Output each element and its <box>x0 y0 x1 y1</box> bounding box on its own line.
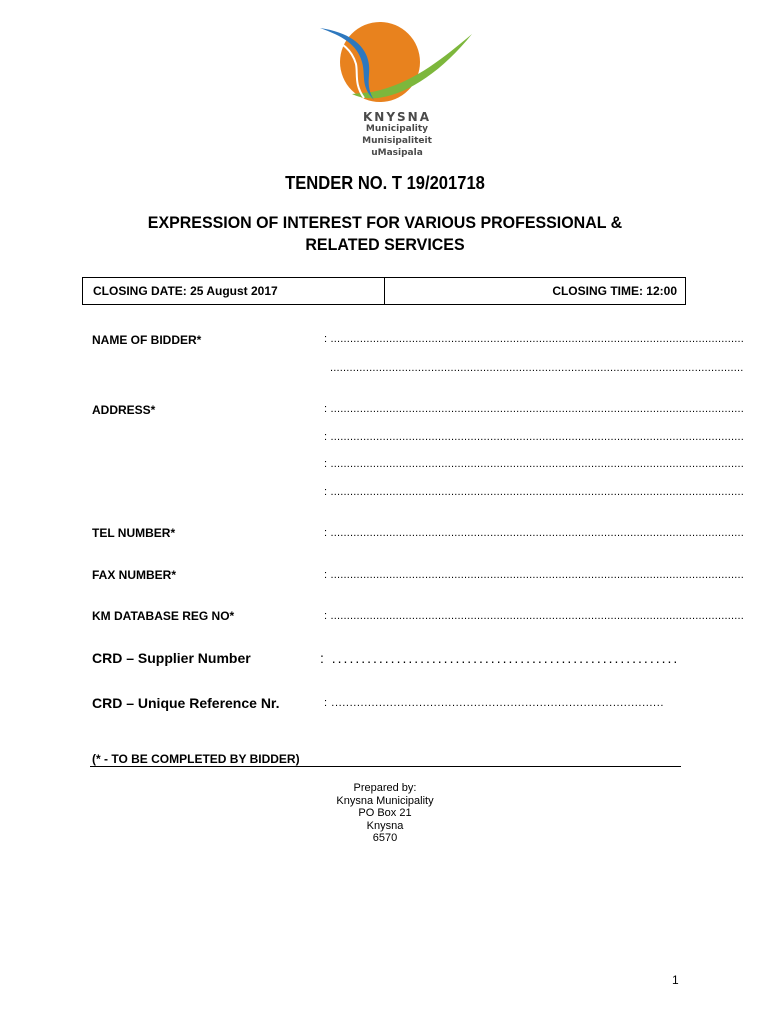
municipality-logo <box>312 14 482 164</box>
address-line-3[interactable]: : ............................................................................................................................... <box>324 458 745 470</box>
km-database-field[interactable]: : ............................................................................................................................... <box>324 610 745 622</box>
closing-date: CLOSING DATE: 25 August 2017 <box>83 278 385 304</box>
address-line-4[interactable]: : ............................................................................................................................... <box>324 486 745 498</box>
tender-subtitle-line-1: EXPRESSION OF INTEREST FOR VARIOUS PROFESSIONAL & <box>147 213 623 232</box>
tel-number-label: TEL NUMBER* <box>92 526 176 540</box>
name-of-bidder-line-2[interactable]: ............................................................................................................................... <box>330 362 744 374</box>
fax-number-label: FAX NUMBER* <box>92 568 177 582</box>
crd-supplier-label: CRD – Supplier Number <box>92 650 251 666</box>
logo-line-1: Municipality <box>365 124 429 134</box>
page-number: 1 <box>672 973 679 987</box>
address-line-2[interactable]: : ............................................................................................................................... <box>324 431 745 443</box>
crd-supplier-field[interactable]: : ........................................................... <box>320 650 680 666</box>
logo-name: KNYSNA <box>362 110 431 124</box>
divider <box>90 766 681 767</box>
tender-number-title: TENDER NO. T 19/201718 <box>285 173 485 193</box>
closing-info-table <box>82 277 686 305</box>
logo-line-3: uMasipala <box>371 148 423 158</box>
km-database-label: KM DATABASE REG NO* <box>92 609 235 623</box>
address-line-1[interactable]: : ............................................................................................................................... <box>324 403 745 415</box>
closing-time: CLOSING TIME: 12:00 <box>552 284 677 298</box>
tender-subtitle-line-2: RELATED SERVICES <box>305 235 465 254</box>
logo-line-2: Munisipaliteit <box>362 136 432 146</box>
prepared-by-org: Knysna Municipality <box>336 794 434 807</box>
tel-number-field[interactable]: : ............................................................................................................................... <box>324 527 745 539</box>
prepared-by-postcode: 6570 <box>372 832 398 844</box>
prepared-by-town: Knysna <box>366 819 404 832</box>
completion-note: (* - TO BE COMPLETED BY BIDDER) <box>92 752 300 766</box>
name-of-bidder-line-1[interactable]: : ............................................................................................................................... <box>324 333 745 345</box>
crd-unique-field[interactable]: : ........................................................................................... <box>324 697 665 709</box>
crd-unique-label: CRD – Unique Reference Nr. <box>92 695 280 711</box>
fax-number-field[interactable]: : ............................................................................................................................... <box>324 569 745 581</box>
prepared-by-heading: Prepared by: <box>353 782 417 794</box>
name-of-bidder-label: NAME OF BIDDER* <box>92 333 202 347</box>
prepared-by-block <box>0 782 770 845</box>
logo-emblem-icon <box>312 14 482 124</box>
prepared-by-pobox: PO Box 21 <box>358 807 412 819</box>
address-label: ADDRESS* <box>92 403 156 417</box>
